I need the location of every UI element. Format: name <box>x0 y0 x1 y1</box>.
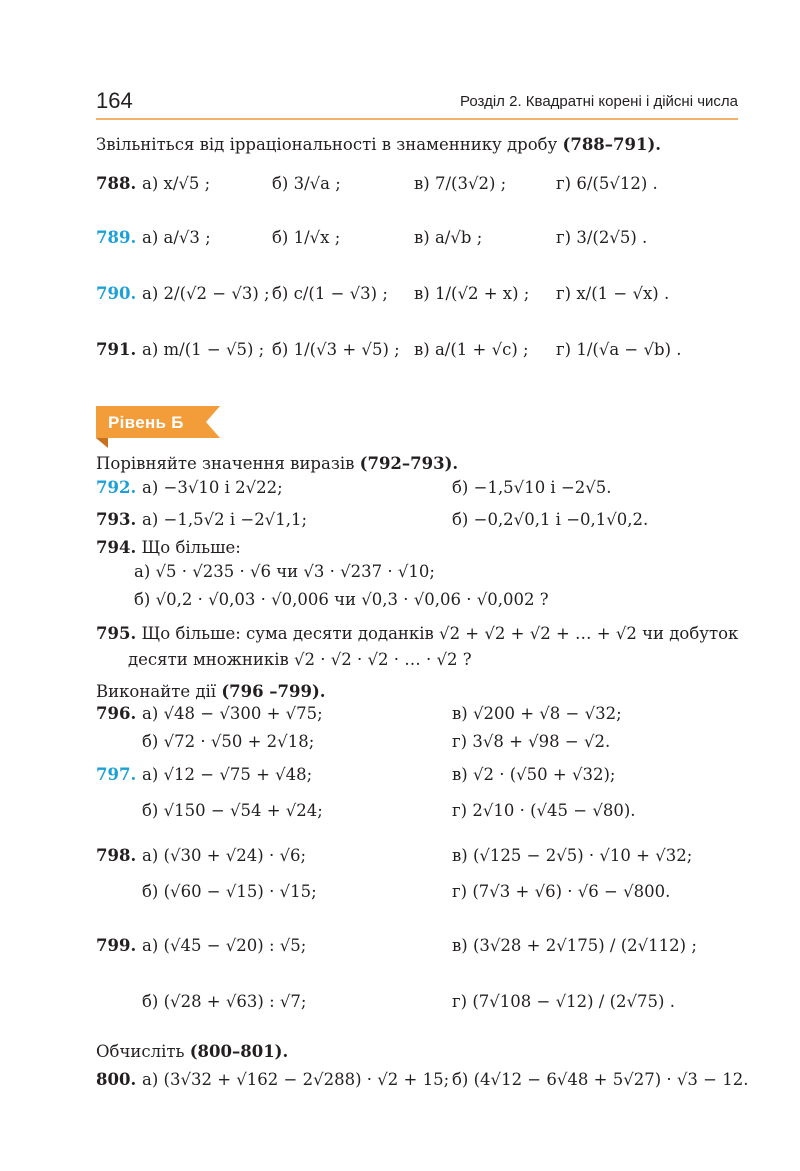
section-title: Розділ 2. Квадратні корені і дійсні числа <box>460 93 738 110</box>
page-number: 164 <box>96 88 133 113</box>
level-b-label: Рівень Б <box>108 413 184 432</box>
level-b-badge <box>96 406 220 438</box>
header-rule <box>96 118 738 120</box>
instruction-788-791: Звільніться від ірраціональності в знаменнику дробу (788–791). <box>96 135 662 154</box>
instruction-800-801: Обчисліть (800–801). <box>96 1042 289 1061</box>
instruction-796-799: Виконайте дії (796 –799). <box>96 682 326 701</box>
instruction-792-793: Порівняйте значення виразів (792–793). <box>96 454 459 473</box>
